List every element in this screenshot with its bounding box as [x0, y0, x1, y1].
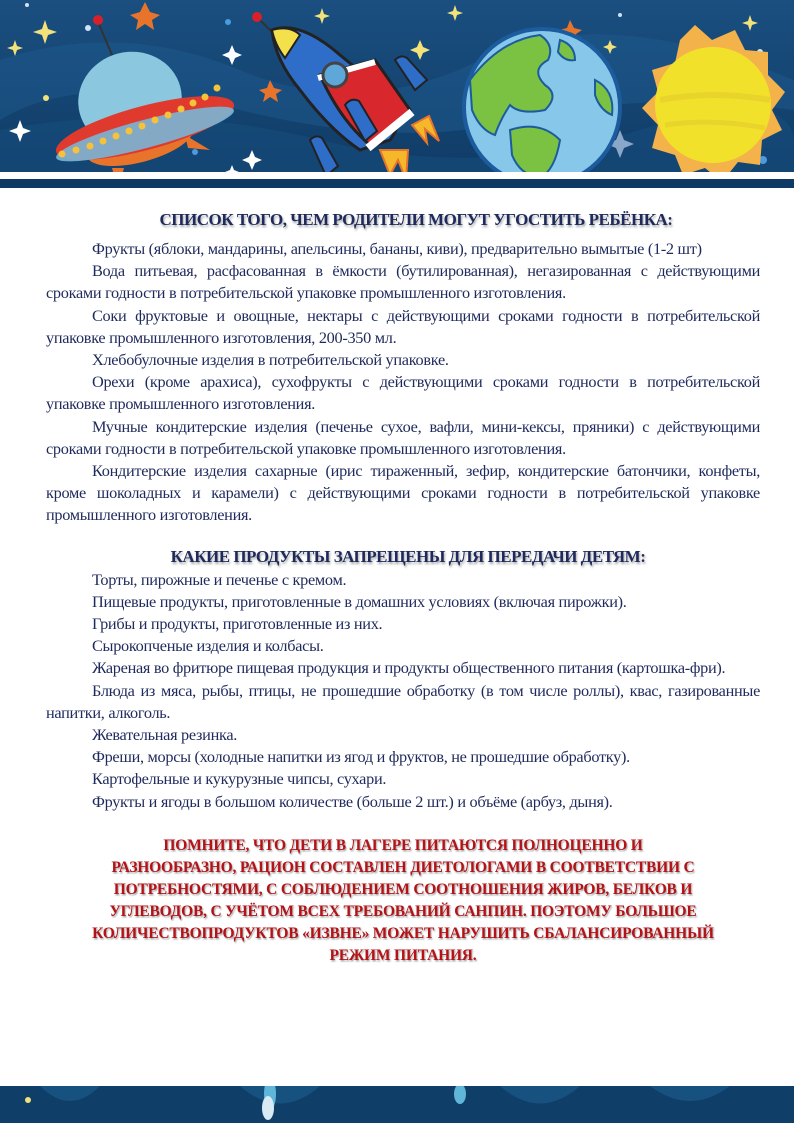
list-item: Жевательная резинка. [92, 725, 238, 745]
allowed-list [46, 238, 760, 527]
list-item: Хлебобулочные изделия в потребительской упаковке. [92, 350, 449, 370]
list-item: Жареная во фритюре пищевая продукция и продукты общественного питания (картошка-фри). [92, 658, 726, 678]
warning-line: ПОТРЕБНОСТЯМИ, С СОБЛЮДЕНИЕМ СООТНОШЕНИЯ ЖИРОВ, БЕЛКОВ И [113, 880, 693, 898]
space-footer [0, 1086, 794, 1123]
list-item: Сырокопченые изделия и колбасы. [92, 636, 324, 656]
list-item: Кондитерские изделия сахарные (ирис тираженный, зефир, кондитерские батончики, конфеты, кроме шоколадных и карамели) с действующими сроками годности в потребительской упаковке промышленного изготовления. [46, 461, 760, 525]
warning-line: КОЛИЧЕСТВОПРОДУКТОВ «ИЗВНЕ» МОЖЕТ НАРУШИТЬ СБАЛАНСИРОВАННЫЙ [92, 924, 714, 942]
forbidden-title: КАКИЕ ПРОДУКТЫ ЗАПРЕЩЕНЫ ДЛЯ ПЕРЕДАЧИ ДЕТЯМ: [170, 546, 646, 566]
warning-line: РЕЖИМ ПИТАНИЯ. [329, 946, 477, 964]
list-item: Мучные кондитерские изделия (печенье сухое, вафли, мини-кексы, пряники) с действующими сроками годности в потребительской упаковке промышленного изготовления. [46, 416, 760, 458]
list-item: Торты, пирожные и печенье с кремом. [92, 569, 347, 589]
list-item: Грибы и продукты, приготовленные из них. [92, 614, 383, 634]
document-body [46, 204, 760, 967]
list-item: Картофельные и кукурузные чипсы, сухари. [92, 769, 387, 789]
list-item: Фреши, морсы (холодные напитки из ягод и фруктов, не прошедшие обработку). [92, 747, 630, 767]
list-item: Вода питьевая, расфасованная в ёмкости (бутилированная), негазированная с действующими сроками годности в потребительской упаковке промышленного изготовления. [46, 261, 760, 303]
forbidden-list [46, 569, 760, 813]
earth-icon [464, 29, 620, 185]
list-item: Пищевые продукты, приготовленные в домашних условиях (включая пирожки). [92, 591, 627, 611]
list-item: Блюда из мяса, рыбы, птицы, не прошедшие обработку (в том числе роллы), квас, газированные напитки, алкоголь. [46, 680, 760, 722]
list-item: Соки фруктовые и овощные, нектары с действующими сроками годности в потребительской упаковке промышленного изготовления, 200-350 мл. [46, 305, 760, 347]
allowed-title: СПИСОК ТОГО, ЧЕМ РОДИТЕЛИ МОГУТ УГОСТИТЬ РЕБЁНКА: [159, 210, 673, 229]
list-item: Фрукты и ягоды в большом количестве (больше 2 шт.) и объёме (арбуз, дыня). [92, 791, 613, 811]
list-item: Фрукты (яблоки, мандарины, апельсины, бананы, киви), предварительно вымытые (1-2 шт) [92, 239, 702, 258]
warning-notice [46, 835, 760, 967]
list-item: Орехи (кроме арахиса), сухофрукты с действующими сроками годности в потребительской упаковке промышленного изготовления. [46, 372, 760, 414]
space-banner [0, 0, 794, 190]
banner-stripe [0, 172, 794, 179]
warning-line: РАЗНООБРАЗНО, РАЦИОН СОСТАВЛЕН ДИЕТОЛОГАМИ В СООТВЕТСТВИИ С [111, 858, 695, 876]
warning-line: УГЛЕВОДОВ, С УЧЁТОМ ВСЕХ ТРЕБОВАНИЙ САНПИН. ПОЭТОМУ БОЛЬШОЕ [109, 902, 697, 920]
warning-line: ПОМНИТЕ, ЧТО ДЕТИ В ЛАГЕРЕ ПИТАЮТСЯ ПОЛНОЦЕННО И [163, 836, 643, 854]
